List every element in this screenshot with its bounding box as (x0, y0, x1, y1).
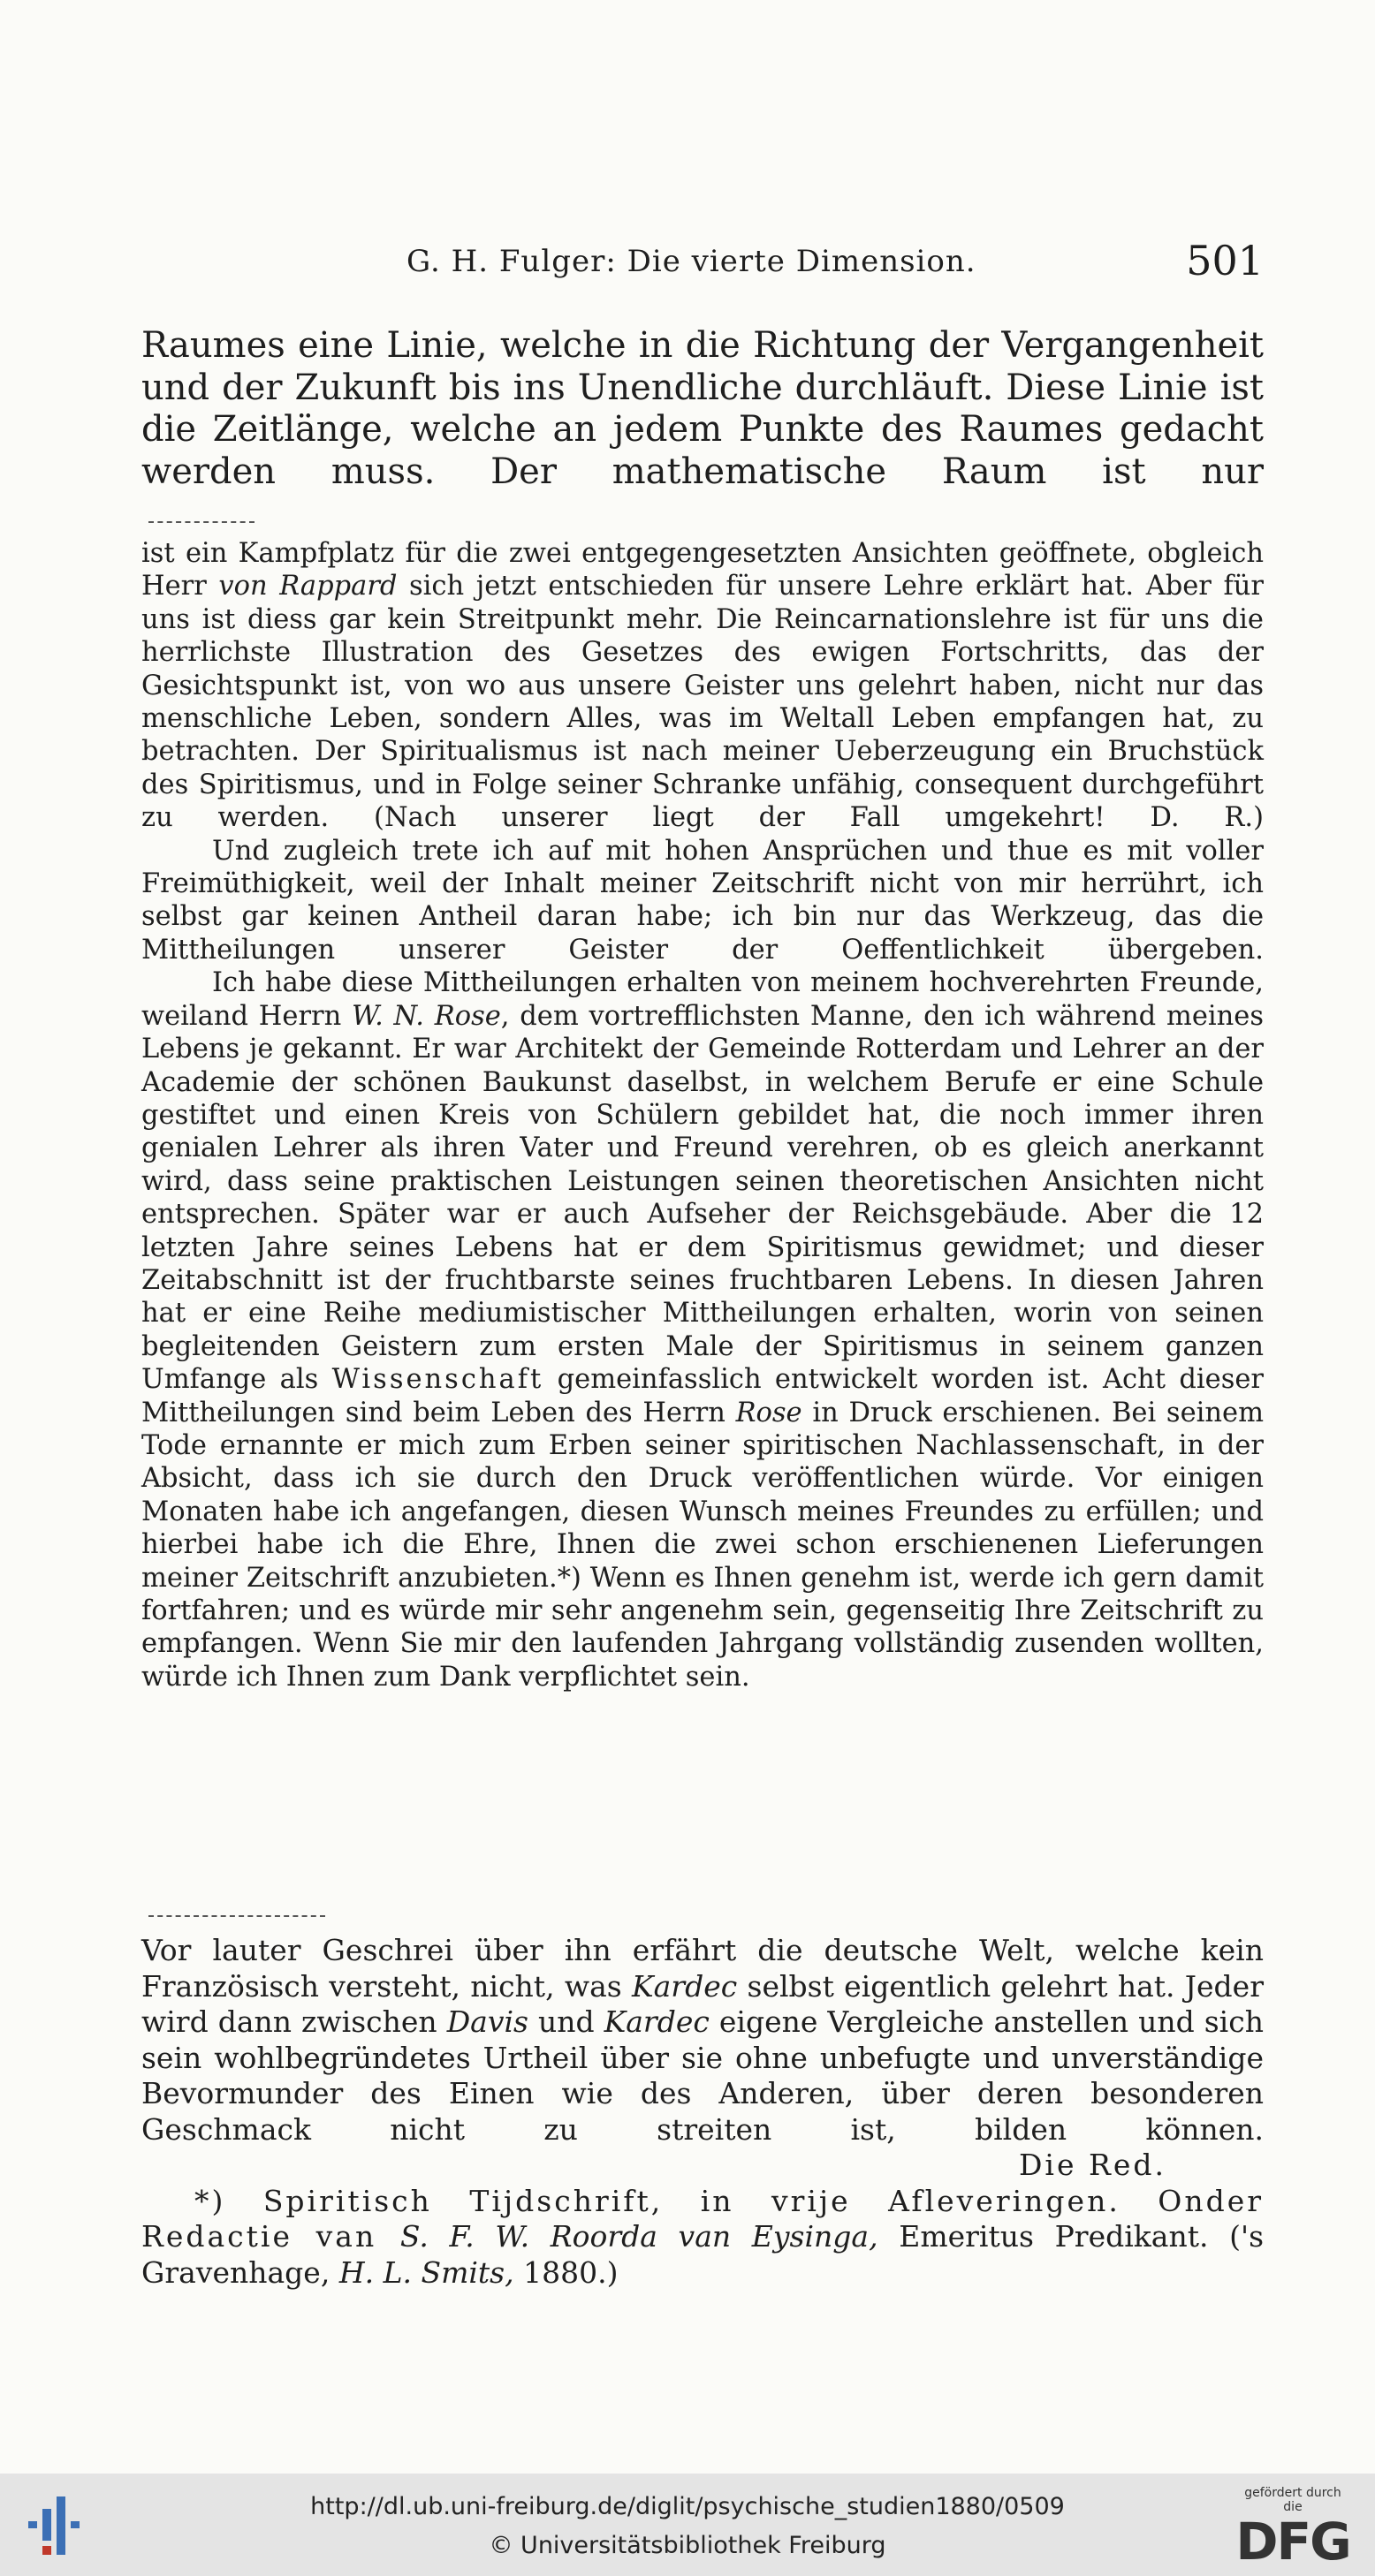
person-name: S. F. W. Roorda van Eysinga, (399, 2219, 878, 2254)
running-header (141, 237, 1264, 299)
copyright-notice: © Universitätsbibliothek Freiburg (489, 2532, 886, 2559)
note-paragraph-2: Und zugleich trete ich auf mit hohen Ansprüchen und thue es mit voller Freimüthigkeit, weil der Inhalt meiner Zeitschrift nicht von mir herrührt, ich selbst gar keinen Antheil daran habe; ich bin nur das Werkzeug, das die Mittheilungen unserer Geister der Oeffentlichkeit übergeben. (141, 835, 1264, 966)
footnote-text-run: Vor lauter Geschrei über ihn erfährt die deutsche Welt, welche kein Französisch versteht, nicht, was (141, 1933, 1264, 2004)
dfg-caption: gefördert durch die (1244, 2486, 1341, 2514)
dfg-wordmark: DFG (1235, 2512, 1350, 2572)
footnote-text-run: eigene Vergleiche anstellen und sich sein wohlbegründetes Urtheil über sie ohne unbefugte und unverständige Bevormunder des Einen wie des Anderen, über deren besonderen Geschmack nicht zu streiten ist, bilden können. (141, 2004, 1264, 2147)
note-text (141, 537, 1264, 1693)
person-name: Kardec (631, 1968, 738, 2004)
note-text-run: Ich habe diese Mittheilungen erhalten von meinem hochverehrten Freunde, weiland Herrn (141, 967, 1264, 1032)
footnote-text-run: und (528, 2004, 604, 2039)
person-name: Kardec (604, 2004, 710, 2039)
source-url[interactable]: http://dl.ub.uni-freiburg.de/diglit/psychische_studien1880/0509 (310, 2493, 1065, 2520)
person-name: H. L. Smits, (338, 2254, 514, 2290)
dfg-logo (1235, 2486, 1350, 2572)
footnote-text-run: selbst eigentlich gelehrt hat. Jeder wird dann zwischen (141, 1968, 1264, 2039)
note-text-run: gemeinfasslich entwickelt worden ist. Acht dieser Mittheilungen sind beim Leben des Herrn (141, 1364, 1264, 1428)
running-title: G. H. Fulger: Die vierte Dimension. (406, 244, 976, 279)
person-name: W. N. Rose (352, 1000, 501, 1032)
library-footer (0, 2474, 1375, 2576)
main-paragraph: Raumes eine Linie, welche in die Richtung der Vergangenheit und der Zukunft bis ins Unendliche durchläuft. Diese Linie ist die Zeitlänge, welche an jedem Punkte des Raumes gedacht werden muss. Der mathematische Raum ist nur (141, 325, 1264, 492)
note-paragraph-1 (141, 537, 1264, 835)
person-name: Rose (735, 1397, 802, 1428)
footnote-text-run: Emeritus Predikant. ('s Gravenhage, (141, 2219, 1264, 2290)
footnote-text-run: *) Spiritisch Tijdschrift, in vrije Afleveringen. Onder Redactie van (141, 2183, 1264, 2254)
note-text-run: ist ein Kampfplatz für die zwei entgegengesetzten Ansichten geöffnete, obgleich Herr (141, 538, 1264, 602)
footnotes (141, 1933, 1264, 2291)
note-text-run: , dem vortrefflichsten Manne, den ich während meines Lebens je gekannt. Er war Architekt der Gemeinde Rotterdam und Lehrer an der Academie der schönen Baukunst daselbst, in welchem Berufe er eine Schule gestiftet und einen Kreis von Schülern gebildet hat, die noch immer ihren genialen Lehrer als ihren Vater und Freund verehren, ob es gleich anerkannt wird, dass seine praktischen Leistungen seinen theoretischen Ansichten nicht entsprechen. Später war er auch Aufseher der Reichsgebäude. Aber die 12 letzten Jahre seines Lebens hat er dem Spiritismus gewidmet; und dieser Zeitabschnitt ist der fruchtbarste seines fruchtbaren Lebens. In diesen Jahren hat er eine Reihe mediumistischer Mittheilungen erhalten, worin von seinen begleitenden Geistern zum ersten Male der Spiritismus in seinem ganzen Umfange als (141, 1000, 1264, 1396)
note-text-run: sich jetzt entschieden für unsere Lehre erklärt hat. Aber für uns ist diess gar kein Streitpunkt mehr. Die Reincarnationslehre ist für uns die herrlichste Illustration des Gesetzes des ewigen Fortschritts, das der Gesichtspunkt ist, von wo aus unsere Geister uns gelehrt haben, nicht nur das menschliche Leben, sondern Alles, was im Weltall Leben empfangen hat, zu betrachten. Der Spiritualismus ist nach meiner Ueberzeugung ein Bruchstück des Spiritismus, und in Folge seiner Schranke unfähig, consequent durchgeführt zu werden. (Nach unserer liegt der Fall umgekehrt! D. R.) (141, 571, 1264, 834)
note-paragraph-3 (141, 966, 1264, 1693)
footnote-2 (141, 2184, 1264, 2292)
footnote-1 (141, 1933, 1264, 2148)
person-name: von Rappard (218, 571, 398, 602)
page-number: 501 (1186, 237, 1264, 284)
main-text (141, 325, 1264, 493)
editor-signature: Die Red. (1018, 2148, 1166, 2182)
note-separator (148, 521, 254, 523)
spaced-word: Wissenschaft (331, 1364, 544, 1396)
person-name: Davis (446, 2004, 528, 2039)
footnote-text-run: 1880.) (513, 2254, 619, 2290)
footnote-separator (148, 1915, 325, 1917)
note-text-run: in Druck erschienen. Bei seinem Tode ernannte er mich zum Erben seiner spiritischen Nachlassenschaft, in der Absicht, dass ich sie durch den Druck veröffentlichen würde. Vor einigen Monaten habe ich angefangen, diesen Wunsch meines Freundes zu erfüllen; und hierbei habe ich die Ehre, Ihnen die zwei schon erschienenen Lieferungen meiner Zeitschrift anzubieten.*) Wenn es Ihnen genehm ist, werde ich gern damit fortfahren; und es würde mir sehr angenehm sein, gegenseitig Ihre Zeitschrift zu empfangen. Wenn Sie mir den laufenden Jahrgang vollständig zusenden wollten, würde ich Ihnen zum Dank verpflichtet sein. (141, 1397, 1264, 1693)
